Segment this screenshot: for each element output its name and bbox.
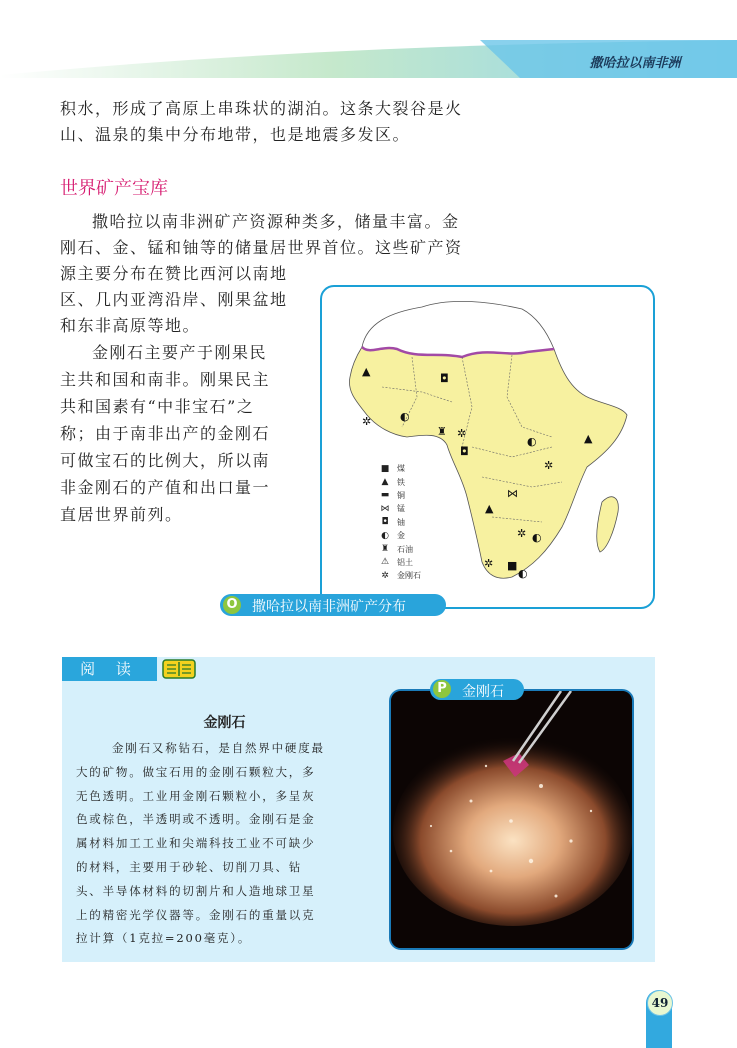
gold-symbol: ◐ <box>518 567 528 580</box>
intro-line-1: 积水，形成了高原上串珠状的湖泊。这条大裂谷是火 <box>60 99 463 118</box>
gold-symbol: ◐ <box>527 435 537 448</box>
map-legend <box>379 462 421 583</box>
photo-caption <box>430 679 524 700</box>
africa-mineral-map <box>320 285 655 609</box>
diamond-symbol: ✲ <box>484 557 494 570</box>
diamond-symbol: ✲ <box>544 459 554 472</box>
diamond-symbol: ✲ <box>457 427 467 440</box>
reading-body <box>76 737 366 951</box>
reading-line: 大的矿物。做宝石用的金刚石颗粒大，多 <box>76 764 316 779</box>
legend-item: ■ 煤 <box>380 463 405 474</box>
figure-badge: O <box>223 596 241 614</box>
reading-tab: 阅 读 <box>62 657 157 681</box>
diamond-symbol: ✲ <box>517 527 527 540</box>
madagascar <box>597 497 619 552</box>
reading-line: 拉计算（1克拉=200毫克）。 <box>76 931 252 946</box>
reading-line: 无色透明。工业用金刚石颗粒小，多呈灰 <box>76 788 316 803</box>
legend-item: ▬ 铜 <box>380 490 405 501</box>
paragraph2-line: 共和国素有“中非宝石”之 <box>60 397 255 416</box>
iron-symbol: ▲ <box>485 502 494 515</box>
africa-map-graphic <box>322 287 653 607</box>
paragraph1-line-1: 撒哈拉以南非洲矿产资源种类多，储量丰富。金 <box>92 212 460 231</box>
gold-symbol: ◐ <box>532 531 542 544</box>
paragraph2-line: 主共和国和南非。刚果民主 <box>60 370 271 389</box>
map-caption <box>220 594 446 616</box>
reading-line: 色或棕色，半透明或不透明。金刚石是金 <box>76 812 316 827</box>
iron-symbol: ▲ <box>362 365 371 378</box>
paragraph1-line-2: 刚石、金、锰和铀等的储量居世界首位。这些矿产资 <box>60 238 463 257</box>
legend-item: ♜ 石油 <box>380 544 413 555</box>
paragraph1-line-5: 和东非高原等地。 <box>60 316 201 335</box>
photo-caption-text: 金刚石 <box>462 684 504 700</box>
paragraph1-line-3: 源主要分布在赞比西河以南地 <box>60 264 288 283</box>
legend-item: ▲ 铁 <box>381 477 405 488</box>
legend-item: ⚠ 铝土 <box>380 557 413 568</box>
coal-symbol: ■ <box>507 559 518 572</box>
chapter-title: 撒哈拉以南非洲 <box>589 56 681 71</box>
uranium-symbol: ◘ <box>460 445 469 458</box>
legend-item: ⋈ 锰 <box>380 503 405 514</box>
reading-line: 头、半导体材料的切割片和人造地球卫星 <box>76 883 316 898</box>
page-number: 49 <box>647 990 673 1016</box>
paragraph2-line: 可做宝石的比例大，所以南 <box>60 451 271 470</box>
diamond-symbol: ✲ <box>362 415 372 428</box>
intro-line-2: 山、温泉的集中分布地带，也是地震多发区。 <box>60 125 411 144</box>
paragraph2-line: 金刚石主要产于刚果民 <box>92 343 268 362</box>
gold-symbol: ◐ <box>400 410 410 423</box>
reading-title: 金刚石 <box>203 715 246 731</box>
paragraph2-line: 称；由于南非出产的金刚石 <box>60 424 271 443</box>
reading-line: 属材料加工工业和尖端科技工业不可缺少 <box>76 836 316 851</box>
legend-item: ◐ 金 <box>381 530 405 541</box>
book-icon <box>162 659 196 679</box>
reading-line: 金刚石又称钻石，是自然界中硬度最 <box>112 741 325 755</box>
figure-badge: P <box>433 680 451 698</box>
section-title: 世界矿产宝库 <box>60 178 168 199</box>
iron-symbol: ▲ <box>584 432 593 445</box>
uranium-symbol: ◘ <box>440 372 449 385</box>
manganese-symbol: ⋈ <box>507 487 518 500</box>
legend-item: ◘ 铀 <box>381 517 405 528</box>
oil-symbol: ♜ <box>437 425 447 438</box>
reading-line: 的材料，主要用于砂轮、切削刀具、钻 <box>76 859 303 874</box>
map-caption-text: 撒哈拉以南非洲矿产分布 <box>252 599 406 615</box>
paragraph2-line: 非金刚石的产值和出口量一 <box>60 478 271 497</box>
paragraph1-line-4: 区、几内亚湾沿岸、刚果盆地 <box>60 290 288 309</box>
diamond-photo <box>389 689 634 950</box>
legend-item: ✲ 金刚石 <box>381 570 421 581</box>
paragraph2-line: 直居世界前列。 <box>60 505 183 524</box>
diamond-pile-graphic <box>391 691 632 948</box>
page-number-tab <box>646 990 672 1048</box>
reading-line: 上的精密光学仪器等。金刚石的重量以克 <box>76 907 316 922</box>
